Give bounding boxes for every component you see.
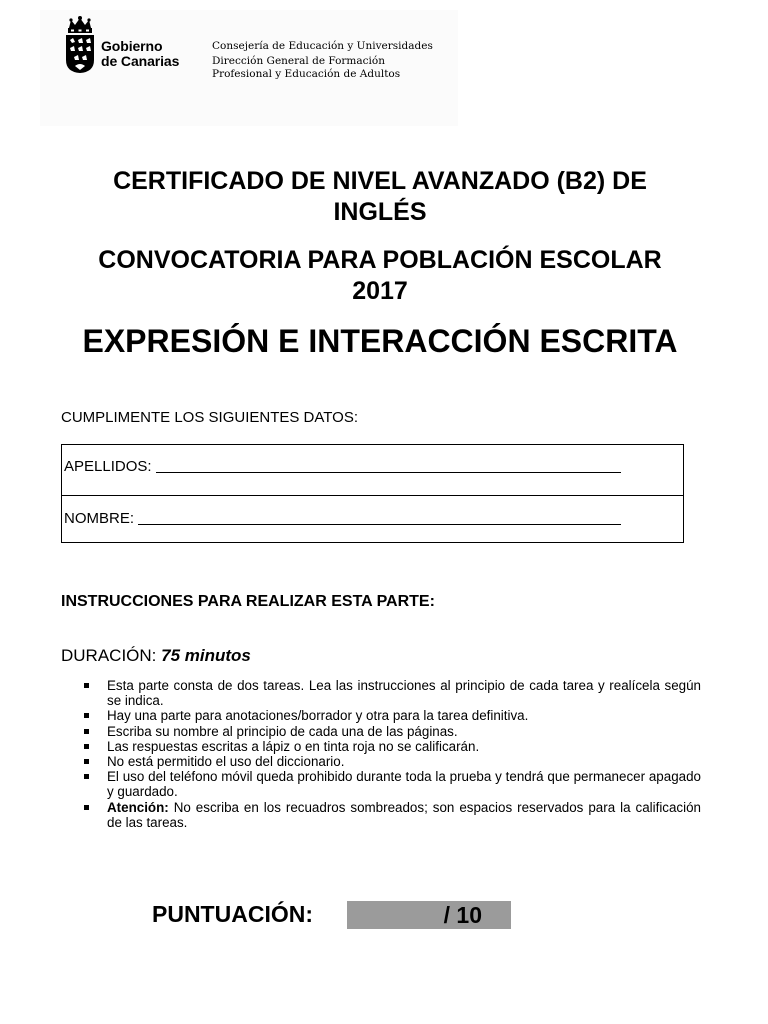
list-item-text: El uso del teléfono móvil queda prohibido durante toda la prueba y tendrá que permanecer apagado y guardado. [107, 769, 701, 800]
convocatoria-title [40, 245, 720, 307]
list-item [82, 708, 701, 723]
list-item [82, 800, 701, 830]
square-bullet-icon [84, 774, 89, 779]
score-label: PUNTUACIÓN: [152, 901, 313, 927]
nombre-row [64, 510, 621, 528]
data-box-divider [62, 495, 683, 496]
square-bullet-icon [84, 805, 89, 810]
square-bullet-icon [84, 744, 89, 749]
section-title-text: EXPRESIÓN E INTERACCIÓN ESCRITA [82, 323, 678, 359]
list-item [82, 724, 701, 739]
government-name-line2: de Canarias [101, 53, 180, 69]
list-item [82, 769, 701, 799]
certificate-title-line2: INGLÉS [333, 198, 427, 226]
score-max: / 10 [443, 902, 482, 928]
direccion-line1: Dirección General de Formación [212, 55, 385, 67]
list-item-text: Hay una parte para anotaciones/borrador y otra para la tarea definitiva. [107, 708, 529, 724]
nombre-field[interactable] [138, 523, 621, 525]
square-bullet-icon [84, 759, 89, 764]
instructions-heading: INSTRUCCIONES PARA REALIZAR ESTA PARTE: [61, 593, 435, 610]
data-prompt: CUMPLIMENTE LOS SIGUIENTES DATOS: [61, 409, 358, 426]
section-title [40, 322, 720, 360]
direccion-line2: Profesional y Educación de Adultos [212, 67, 401, 80]
list-item-text: Las respuestas escritas a lápiz o en tinta roja no se calificarán. [107, 738, 480, 754]
government-name [101, 39, 179, 69]
nombre-label: NOMBRE: [64, 510, 135, 527]
list-item-text: Escriba su nombre al principio de cada una de las páginas. [107, 723, 458, 739]
square-bullet-icon [84, 729, 89, 734]
coat-of-arms-icon [65, 16, 95, 74]
list-item [82, 678, 701, 708]
score-box [347, 901, 511, 929]
list-item [82, 754, 701, 769]
certificate-title-line1: CERTIFICADO DE NIVEL AVANZADO (B2) DE [113, 167, 647, 195]
list-item-text: Esta parte consta de dos tareas. Lea las instrucciones al principio de cada tarea y realícela según se indica. [107, 678, 701, 709]
apellidos-row [64, 458, 621, 476]
duration-label: DURACIÓN: [61, 646, 157, 665]
square-bullet-icon [84, 713, 89, 718]
instructions-list [82, 678, 701, 830]
list-item [82, 739, 701, 754]
duration [61, 646, 251, 666]
square-bullet-icon [84, 683, 89, 688]
duration-value: 75 minutos [161, 646, 251, 665]
convocatoria-title-line1: CONVOCATORIA PARA POBLACIÓN ESCOLAR [98, 246, 662, 274]
list-item-bold: Atención: [107, 799, 169, 815]
personal-data-box [61, 444, 684, 543]
list-item-text: No escriba en los recuadros sombreados; son espacios reservados para la calificación de las tareas. [107, 799, 701, 830]
list-item-text: No está permitido el uso del diccionario. [107, 754, 345, 770]
certificate-title [40, 166, 720, 228]
direccion-name [212, 55, 400, 80]
apellidos-label: APELLIDOS: [64, 458, 152, 475]
government-name-line1: Gobierno [101, 38, 163, 54]
apellidos-field[interactable] [156, 471, 621, 473]
convocatoria-title-line2: 2017 [352, 277, 408, 305]
consejeria-name: Consejería de Educación y Universidades [212, 40, 433, 52]
